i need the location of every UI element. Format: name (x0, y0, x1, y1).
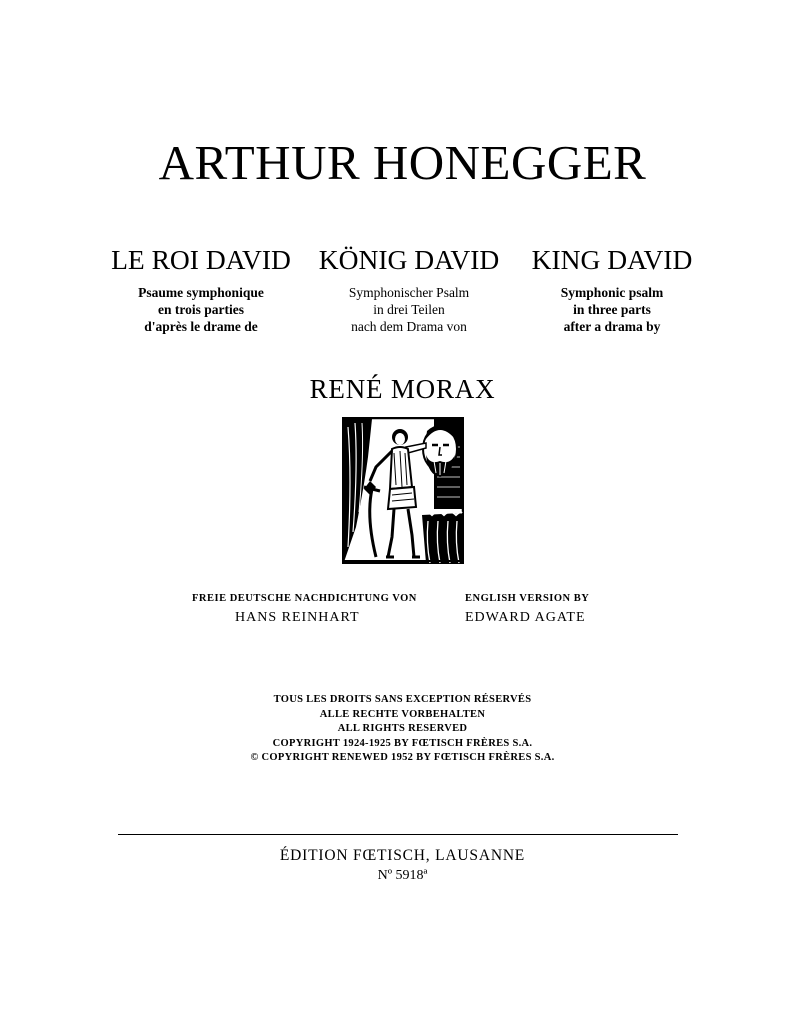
subtitle-german (294, 284, 524, 335)
subtitle-french (86, 284, 316, 335)
subtitle-line: nach dem Drama von (351, 319, 467, 334)
publisher-name: ÉDITION FŒTISCH, LAUSANNE (279, 847, 526, 864)
subtitle-line: Symphonic psalm (560, 285, 664, 300)
title-french: LE ROI DAVID (111, 244, 291, 275)
librettist-name: RENÉ MORAX (309, 374, 496, 404)
rights-notice (0, 693, 805, 766)
catalog-number: Nº 5918ª (377, 868, 428, 883)
divider-rule (118, 834, 678, 835)
title-english: KING DAVID (531, 244, 693, 275)
subtitle-line: Symphonischer Psalm (348, 285, 470, 300)
composer-name: ARTHUR HONEGGER (158, 135, 647, 190)
subtitle-line: in three parts (573, 302, 651, 317)
subtitle-line: d'après le drame de (144, 319, 258, 334)
english-translation-label: ENGLISH VERSION BY (465, 593, 590, 604)
rights-line: COPYRIGHT 1924-1925 BY FŒTISCH FRÈRES S.A. (272, 737, 533, 749)
subtitle-line: en trois parties (158, 302, 244, 317)
david-goliath-woodcut-illustration (342, 417, 464, 564)
title-block-french (86, 242, 316, 335)
german-translator-name: HANS REINHART (235, 610, 360, 625)
rights-line: ALL RIGHTS RESERVED (337, 723, 468, 734)
rights-line: ALLE RECHTE VORBEHALTEN (319, 708, 486, 720)
subtitle-line: in drei Teilen (373, 302, 445, 317)
subtitle-line: Psaume symphonique (138, 285, 264, 300)
title-block-english (497, 242, 727, 335)
rights-line: © COPYRIGHT RENEWED 1952 BY FŒTISCH FRÈRES S.A. (250, 752, 555, 763)
english-translator-name: EDWARD AGATE (465, 610, 586, 625)
rights-line: TOUS LES DROITS SANS EXCEPTION RÉSERVÉS (273, 694, 532, 705)
german-translation-label: FREIE DEUTSCHE NACHDICHTUNG VON (192, 593, 417, 604)
subtitle-line: after a drama by (563, 319, 661, 334)
title-block-german (294, 242, 524, 335)
title-german: KÖNIG DAVID (318, 244, 500, 275)
subtitle-english (497, 284, 727, 335)
